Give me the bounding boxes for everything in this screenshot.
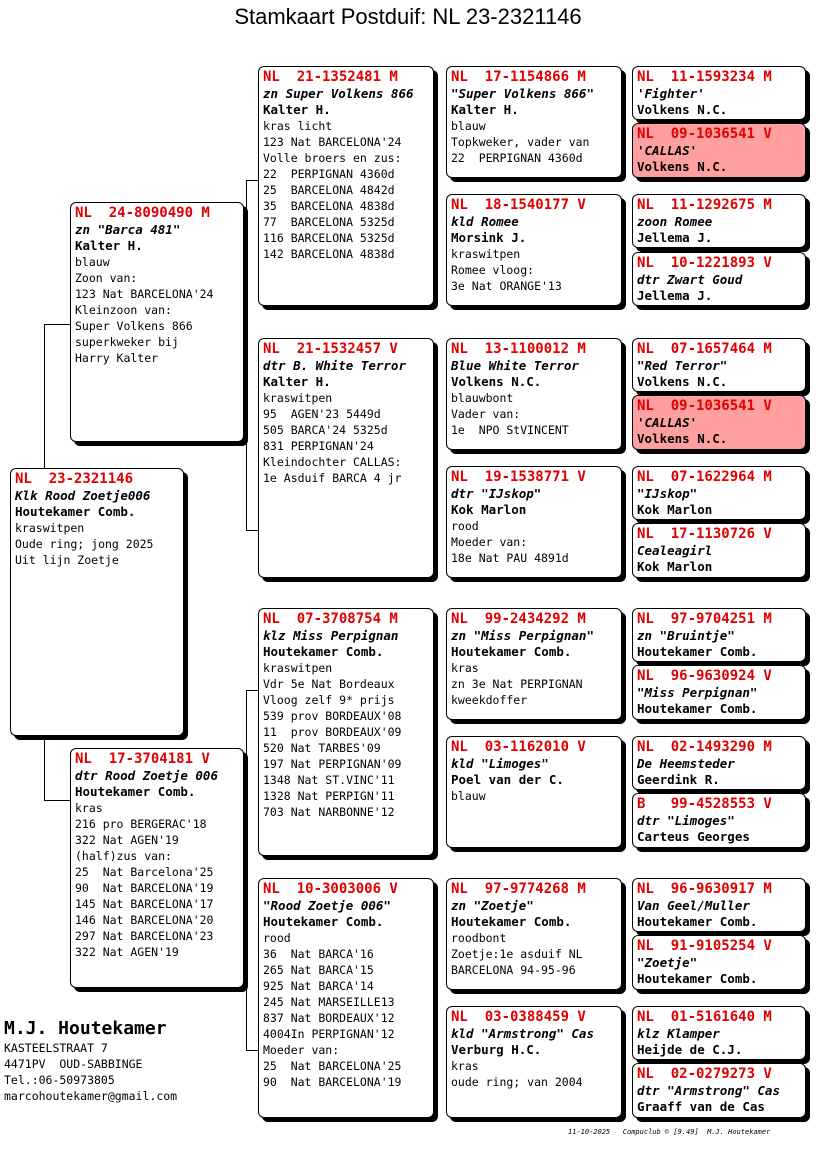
- pedigree-card-ancestor[interactable]: [632, 466, 806, 520]
- breeder-name: M.J. Houtekamer: [4, 1018, 167, 1039]
- owner-name: Heijde de C.J.: [637, 1042, 743, 1057]
- info-line: kraswitpen: [263, 391, 333, 405]
- ring-number: NL 10-3003006 V: [263, 881, 398, 897]
- ring-number: NL 17-3704181 V: [75, 751, 210, 767]
- pigeon-name: dtr "IJskop": [451, 486, 542, 501]
- ring-number: NL 09-1036541 V: [637, 126, 772, 142]
- pedigree-card-great-grandparent[interactable]: [446, 66, 622, 178]
- owner-name: Jellema J.: [637, 230, 713, 245]
- info-line: zn 3e Nat PERPIGNAN: [451, 677, 583, 691]
- info-line: 145 Nat BARCELONA'17: [75, 897, 214, 911]
- pigeon-name: dtr Zwart Goud: [637, 272, 743, 287]
- info-line: 197 Nat PERPIGNAN'09: [263, 757, 402, 771]
- pedigree-card-ancestor[interactable]: [632, 608, 806, 662]
- info-line: 3e Nat ORANGE'13: [451, 279, 562, 293]
- info-line: 505 BARCA'24 5325d: [263, 423, 388, 437]
- info-line: BARCELONA 94-95-96: [451, 963, 576, 977]
- info-line: Topkweker, vader van: [451, 135, 590, 149]
- pedigree-card-mother[interactable]: [70, 748, 244, 988]
- info-line: superkweker bij: [75, 335, 179, 349]
- info-line: 216 pro BERGERAC'18: [75, 817, 207, 831]
- ring-number: NL 02-1493290 M: [637, 739, 772, 755]
- owner-name: Kalter H.: [451, 102, 519, 117]
- info-line: 77 BARCELONA 5325d: [263, 215, 395, 229]
- info-line: oude ring; van 2004: [451, 1075, 583, 1089]
- pigeon-name: 'CALLAS': [637, 415, 698, 430]
- ring-number: NL 17-1130726 V: [637, 526, 772, 542]
- info-line: kraswitpen: [15, 521, 85, 535]
- pigeon-name: dtr "Limoges": [637, 813, 735, 828]
- pigeon-name: zn "Miss Perpignan": [451, 628, 594, 643]
- info-line: Zoon van:: [75, 271, 138, 285]
- pigeon-name: dtr "Armstrong" Cas: [637, 1083, 780, 1098]
- ring-number: NL 10-1221893 V: [637, 255, 772, 271]
- owner-name: Houtekamer Comb.: [263, 644, 384, 659]
- pedigree-card-great-grandparent[interactable]: [446, 878, 622, 990]
- ring-number: NL 91-9105254 V: [637, 938, 772, 954]
- connector: [624, 492, 625, 542]
- pigeon-name: kld Romee: [451, 214, 519, 229]
- info-line: 25 BARCELONA 4842d: [263, 183, 395, 197]
- info-line: 1e Asduif BARCA 4 jr: [263, 471, 402, 485]
- owner-name: Kalter H.: [263, 374, 331, 389]
- info-line: rood: [263, 931, 291, 945]
- info-line: blauw: [451, 789, 486, 803]
- pigeon-name: "IJskop": [637, 486, 698, 501]
- owner-name: Volkens N.C.: [637, 374, 728, 389]
- breeder-address: KASTEELSTRAAT 7: [4, 1041, 108, 1055]
- connector: [246, 530, 258, 531]
- info-line: 35 BARCELONA 4838d: [263, 199, 395, 213]
- owner-name: Volkens N.C.: [637, 431, 728, 446]
- info-line: Kleindochter CALLAS:: [263, 455, 402, 469]
- owner-name: Jellema J.: [637, 288, 713, 303]
- info-line: 245 Nat MARSEILLE13: [263, 995, 395, 1009]
- owner-name: Poel van der C.: [451, 772, 564, 787]
- info-line: kras: [451, 1059, 479, 1073]
- info-line: 703 Nat NARBONNE'12: [263, 805, 395, 819]
- pigeon-name: klz Miss Perpignan: [263, 628, 399, 643]
- owner-name: Geerdink R.: [637, 772, 720, 787]
- connector: [246, 180, 247, 530]
- pedigree-card-father[interactable]: [70, 202, 244, 442]
- owner-name: Volkens N.C.: [637, 159, 728, 174]
- info-line: 22 PERPIGNAN 4360d: [263, 167, 395, 181]
- pedigree-card-ancestor[interactable]: [632, 665, 806, 720]
- pigeon-name: 'Fighter': [637, 86, 705, 101]
- pedigree-card-ancestor[interactable]: [632, 194, 806, 248]
- info-line: Vader van:: [451, 407, 521, 421]
- connector: [246, 690, 258, 691]
- pigeon-name: "Super Volkens 866": [451, 86, 594, 101]
- owner-name: Houtekamer Comb.: [75, 784, 196, 799]
- connector: [246, 1050, 258, 1051]
- ring-number: NL 24-8090490 M: [75, 205, 210, 221]
- connector: [44, 800, 70, 801]
- pigeon-name: Klk Rood Zoetje006: [15, 488, 151, 503]
- connector: [624, 1032, 625, 1084]
- info-line: 322 Nat AGEN'19: [75, 945, 179, 959]
- pedigree-card-ancestor[interactable]: [632, 523, 806, 578]
- pigeon-name: "Zoetje": [637, 955, 698, 970]
- info-line: 25 Nat BARCELONA'25: [263, 1059, 402, 1073]
- owner-name: Volkens N.C.: [637, 102, 728, 117]
- ring-number: NL 97-9704251 M: [637, 611, 772, 627]
- pedigree-card-ancestor[interactable]: [632, 793, 806, 848]
- pedigree-card-ancestor-highlighted[interactable]: [632, 395, 806, 450]
- info-line: 123 Nat BARCELONA'24: [263, 135, 402, 149]
- pedigree-card-great-grandparent[interactable]: [446, 608, 622, 720]
- pigeon-name: "Red Terror": [637, 358, 728, 373]
- info-line: kraswitpen: [451, 247, 521, 261]
- ring-number: NL 18-1540177 V: [451, 197, 586, 213]
- info-line: 837 Nat BORDEAUX'12: [263, 1011, 395, 1025]
- ring-number: NL 23-2321146: [15, 471, 134, 487]
- pedigree-card-ancestor[interactable]: [632, 1063, 806, 1118]
- ring-number: NL 02-0279273 V: [637, 1066, 772, 1082]
- connector: [624, 636, 625, 688]
- info-line: Moeder van:: [263, 1043, 340, 1057]
- info-line: 265 Nat BARCA'15: [263, 963, 374, 977]
- pigeon-name: "Miss Perpignan": [637, 685, 758, 700]
- breeder-info: [4, 1018, 177, 1104]
- owner-name: Houtekamer Comb.: [263, 914, 384, 929]
- ring-number: NL 07-1622964 M: [637, 469, 772, 485]
- pedigree-card-grandparent[interactable]: [258, 66, 434, 306]
- info-line: 146 Nat BARCELONA'20: [75, 913, 214, 927]
- info-line: 11 prov BORDEAUX'09: [263, 725, 402, 739]
- info-line: Romee vloog:: [451, 263, 535, 277]
- info-line: 22 PERPIGNAN 4360d: [451, 151, 583, 165]
- pedigree-card-grandparent[interactable]: [258, 608, 434, 856]
- owner-name: Houtekamer Comb.: [451, 644, 572, 659]
- owner-name: Kalter H.: [75, 238, 143, 253]
- pigeon-name: zn "Zoetje": [451, 898, 534, 913]
- info-line: 90 Nat BARCELONA'19: [75, 881, 214, 895]
- connector: [624, 224, 625, 276]
- owner-name: Kalter H.: [263, 102, 331, 117]
- pedigree-card-great-grandparent[interactable]: [446, 466, 622, 578]
- connector: [246, 180, 258, 181]
- ring-number: NL 96-9630924 V: [637, 668, 772, 684]
- pigeon-name: "Rood Zoetje 006": [263, 898, 391, 913]
- pedigree-card-ancestor-highlighted[interactable]: [632, 123, 806, 178]
- pedigree-card-great-grandparent[interactable]: [446, 338, 622, 450]
- owner-name: Carteus Georges: [637, 829, 750, 844]
- ring-number: NL 19-1538771 V: [451, 469, 586, 485]
- info-line: 25 Nat Barcelona'25: [75, 865, 214, 879]
- pigeon-name: zn "Barca 481": [75, 222, 181, 237]
- info-line: kweekdoffer: [451, 693, 528, 707]
- info-line: Volle broers en zus:: [263, 151, 402, 165]
- page-title: Stamkaart Postduif: NL 23-2321146: [234, 4, 582, 29]
- info-line: Vdr 5e Nat Bordeaux: [263, 677, 395, 691]
- pedigree-card-great-grandparent[interactable]: [446, 1006, 622, 1118]
- pigeon-name: Van Geel/Muller: [637, 898, 750, 913]
- info-line: Kleinzoon van:: [75, 303, 172, 317]
- info-line: rood: [451, 519, 479, 533]
- info-line: 297 Nat BARCELONA'23: [75, 929, 214, 943]
- connector: [436, 116, 437, 226]
- info-line: kras licht: [263, 119, 333, 133]
- info-line: 36 Nat BARCA'16: [263, 947, 374, 961]
- pigeon-name: zoon Romee: [637, 214, 713, 229]
- info-line: Zoetje:1e asduif NL: [451, 947, 583, 961]
- pigeon-name: Blue White Terror: [451, 358, 579, 373]
- owner-name: Houtekamer Comb.: [637, 644, 758, 659]
- pigeon-name: kld "Limoges": [451, 756, 549, 771]
- owner-name: Houtekamer Comb.: [637, 914, 758, 929]
- connector: [436, 660, 437, 770]
- info-line: 142 BARCELONA 4838d: [263, 247, 395, 261]
- pedigree-card-grandparent[interactable]: [258, 338, 434, 578]
- owner-name: Houtekamer Comb.: [637, 701, 758, 716]
- pedigree-card-ancestor[interactable]: [632, 66, 806, 120]
- pigeon-name: dtr B. White Terror: [263, 358, 406, 373]
- pedigree-card-ancestor[interactable]: [632, 736, 806, 790]
- owner-name: Houtekamer Comb.: [451, 914, 572, 929]
- connector: [436, 930, 437, 1040]
- info-line: 95 AGEN'23 5449d: [263, 407, 381, 421]
- info-line: 925 Nat BARCA'14: [263, 979, 374, 993]
- ring-number: NL 07-1657464 M: [637, 341, 772, 357]
- ring-number: NL 17-1154866 M: [451, 69, 586, 85]
- footer-credits: 11-10-2025 Compuclub © [9.49] M.J. Houtekamer: [568, 1128, 771, 1136]
- pedigree-card-subject[interactable]: [10, 468, 184, 736]
- info-line: 520 Nat TARBES'09: [263, 741, 381, 755]
- info-line: 18e Nat PAU 4891d: [451, 551, 569, 565]
- ring-number: NL 11-1292675 M: [637, 197, 772, 213]
- info-line: 123 Nat BARCELONA'24: [75, 287, 214, 301]
- ring-number: NL 09-1036541 V: [637, 398, 772, 414]
- info-line: 1328 Nat PERPIGN'11: [263, 789, 395, 803]
- pedigree-card-great-grandparent[interactable]: [446, 736, 622, 848]
- info-line: kraswitpen: [263, 661, 333, 675]
- pedigree-card-ancestor[interactable]: [632, 338, 806, 392]
- info-line: 90 Nat BARCELONA'19: [263, 1075, 402, 1089]
- info-line: roodbont: [451, 931, 507, 945]
- info-line: 4004In PERPIGNAN'12: [263, 1027, 395, 1041]
- owner-name: Kok Marlon: [451, 502, 527, 517]
- ring-number: B 99-4528553 V: [637, 796, 772, 812]
- info-line: kras: [75, 801, 103, 815]
- breeder-phone: Tel.:06-50973805: [4, 1073, 115, 1087]
- pigeon-name: Cealeagirl: [637, 543, 713, 558]
- connector: [624, 95, 625, 143]
- pigeon-name: kld "Armstrong" Cas: [451, 1026, 594, 1041]
- connector: [44, 324, 45, 470]
- info-line: 831 PERPIGNAN'24: [263, 439, 374, 453]
- pedigree-card-ancestor[interactable]: [632, 252, 806, 306]
- info-line: kras: [451, 661, 479, 675]
- info-line: 322 Nat AGEN'19: [75, 833, 179, 847]
- owner-name: Houtekamer Comb.: [637, 971, 758, 986]
- owner-name: Graaff van de Cas: [637, 1099, 765, 1114]
- connector: [44, 324, 70, 325]
- info-line: 116 BARCELONA 5325d: [263, 231, 395, 245]
- ring-number: NL 07-3708754 M: [263, 611, 398, 627]
- ring-number: NL 03-1162010 V: [451, 739, 586, 755]
- connector: [624, 906, 625, 956]
- info-line: 1348 Nat ST.VINC'11: [263, 773, 395, 787]
- connector: [246, 690, 247, 1050]
- ring-number: NL 01-5161640 M: [637, 1009, 772, 1025]
- ring-number: NL 97-9774268 M: [451, 881, 586, 897]
- owner-name: Houtekamer Comb.: [15, 504, 136, 519]
- info-line: Oude ring; jong 2025: [15, 537, 154, 551]
- pigeon-name: zn "Bruintje": [637, 628, 735, 643]
- connector: [436, 398, 437, 498]
- ring-number: NL 11-1593234 M: [637, 69, 772, 85]
- info-line: Vloog zelf 9* prijs: [263, 693, 395, 707]
- pedigree-card-great-grandparent[interactable]: [446, 194, 622, 306]
- pedigree-card-ancestor[interactable]: [632, 1006, 806, 1060]
- info-line: (half)zus van:: [75, 849, 172, 863]
- info-line: Uit lijn Zoetje: [15, 553, 119, 567]
- ring-number: NL 13-1100012 M: [451, 341, 586, 357]
- ring-number: NL 21-1352481 M: [263, 69, 398, 85]
- info-line: Moeder van:: [451, 535, 528, 549]
- breeder-city: 4471PV OUD-SABBINGE: [4, 1057, 143, 1071]
- info-line: Harry Kalter: [75, 351, 159, 365]
- connector: [624, 764, 625, 814]
- ring-number: NL 96-9630917 M: [637, 881, 772, 897]
- owner-name: Kok Marlon: [637, 559, 713, 574]
- pedigree-card-ancestor[interactable]: [632, 935, 806, 990]
- info-line: blauwbont: [451, 391, 514, 405]
- ring-number: NL 03-0388459 V: [451, 1009, 586, 1025]
- pedigree-card-ancestor[interactable]: [632, 878, 806, 932]
- ring-number: NL 99-2434292 M: [451, 611, 586, 627]
- owner-name: Kok Marlon: [637, 502, 713, 517]
- owner-name: Morsink J.: [451, 230, 527, 245]
- connector: [624, 364, 625, 412]
- pigeon-name: 'CALLAS': [637, 143, 698, 158]
- pigeon-name: dtr Rood Zoetje 006: [75, 768, 218, 783]
- pigeon-name: klz Klamper: [637, 1026, 720, 1041]
- owner-name: Verburg H.C.: [451, 1042, 542, 1057]
- owner-name: Volkens N.C.: [451, 374, 542, 389]
- info-line: blauw: [451, 119, 486, 133]
- breeder-email: marcohoutekamer@gmail.com: [4, 1089, 178, 1103]
- pedigree-card-grandparent[interactable]: [258, 878, 434, 1118]
- pigeon-name: De Heemsteder: [637, 756, 735, 771]
- info-line: Super Volkens 866: [75, 319, 193, 333]
- info-line: 539 prov BORDEAUX'08: [263, 709, 402, 723]
- info-line: blauw: [75, 255, 110, 269]
- ring-number: NL 21-1532457 V: [263, 341, 398, 357]
- info-line: 1e NPO StVINCENT: [451, 423, 569, 437]
- pigeon-name: zn Super Volkens 866: [263, 86, 414, 101]
